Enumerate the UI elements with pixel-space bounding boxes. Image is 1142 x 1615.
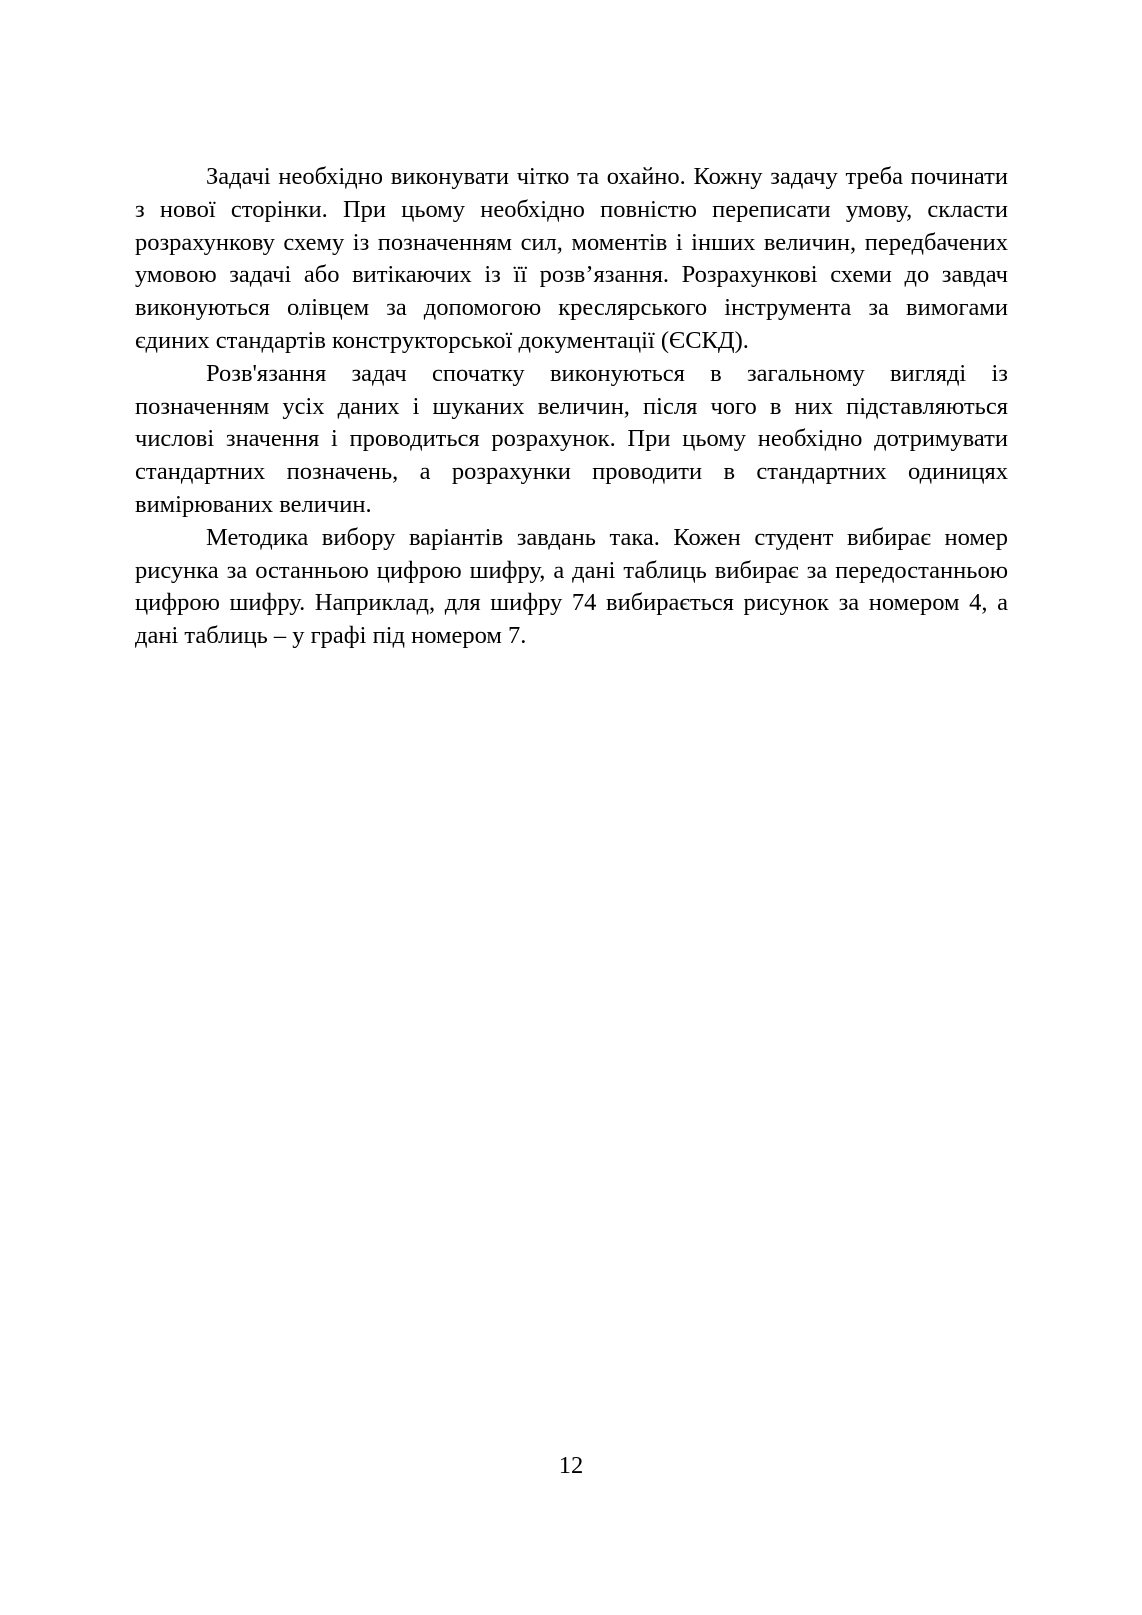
paragraph-solution-procedure: Розв'язання задач спочатку виконуються в загальному вигляді із позначенням усіх даних і шуканих величин, після чого в них підставляються числові значення і проводиться розрахунок. При цьому необхідно дотримувати стандартних позначень, а розрахунки проводити в стандартних одиницях вимірюваних величин. <box>135 359 1008 518</box>
body-text <box>135 161 1008 653</box>
paragraph-task-requirements: Задачі необхідно виконувати чітко та охайно. Кожну задачу треба починати з нової сторінки. При цьому необхідно повністю переписати умову, скласти розрахункову схему із позначенням сил, моментів і інших величин, передбачених умовою задачі або витікаючих із її розв’язання. Розрахункові схеми до завдач виконуються олівцем за допомогою креслярського інструмента за вимогами єдиних стандартів конструкторської документації (ЄСКД). <box>135 163 1008 354</box>
paragraph-variant-selection: Методика вибору варіантів завдань така. Кожен студент вибирає номер рисунка за останньою цифрою шифру, а дані таблиць вибирає за передостанньою цифрою шифру. Наприклад, для шифру 74 вибирається рисунок за номером 4, а дані таблиць – у графі під номером 7. <box>135 523 1008 650</box>
page-number: 12 <box>558 1452 584 1479</box>
